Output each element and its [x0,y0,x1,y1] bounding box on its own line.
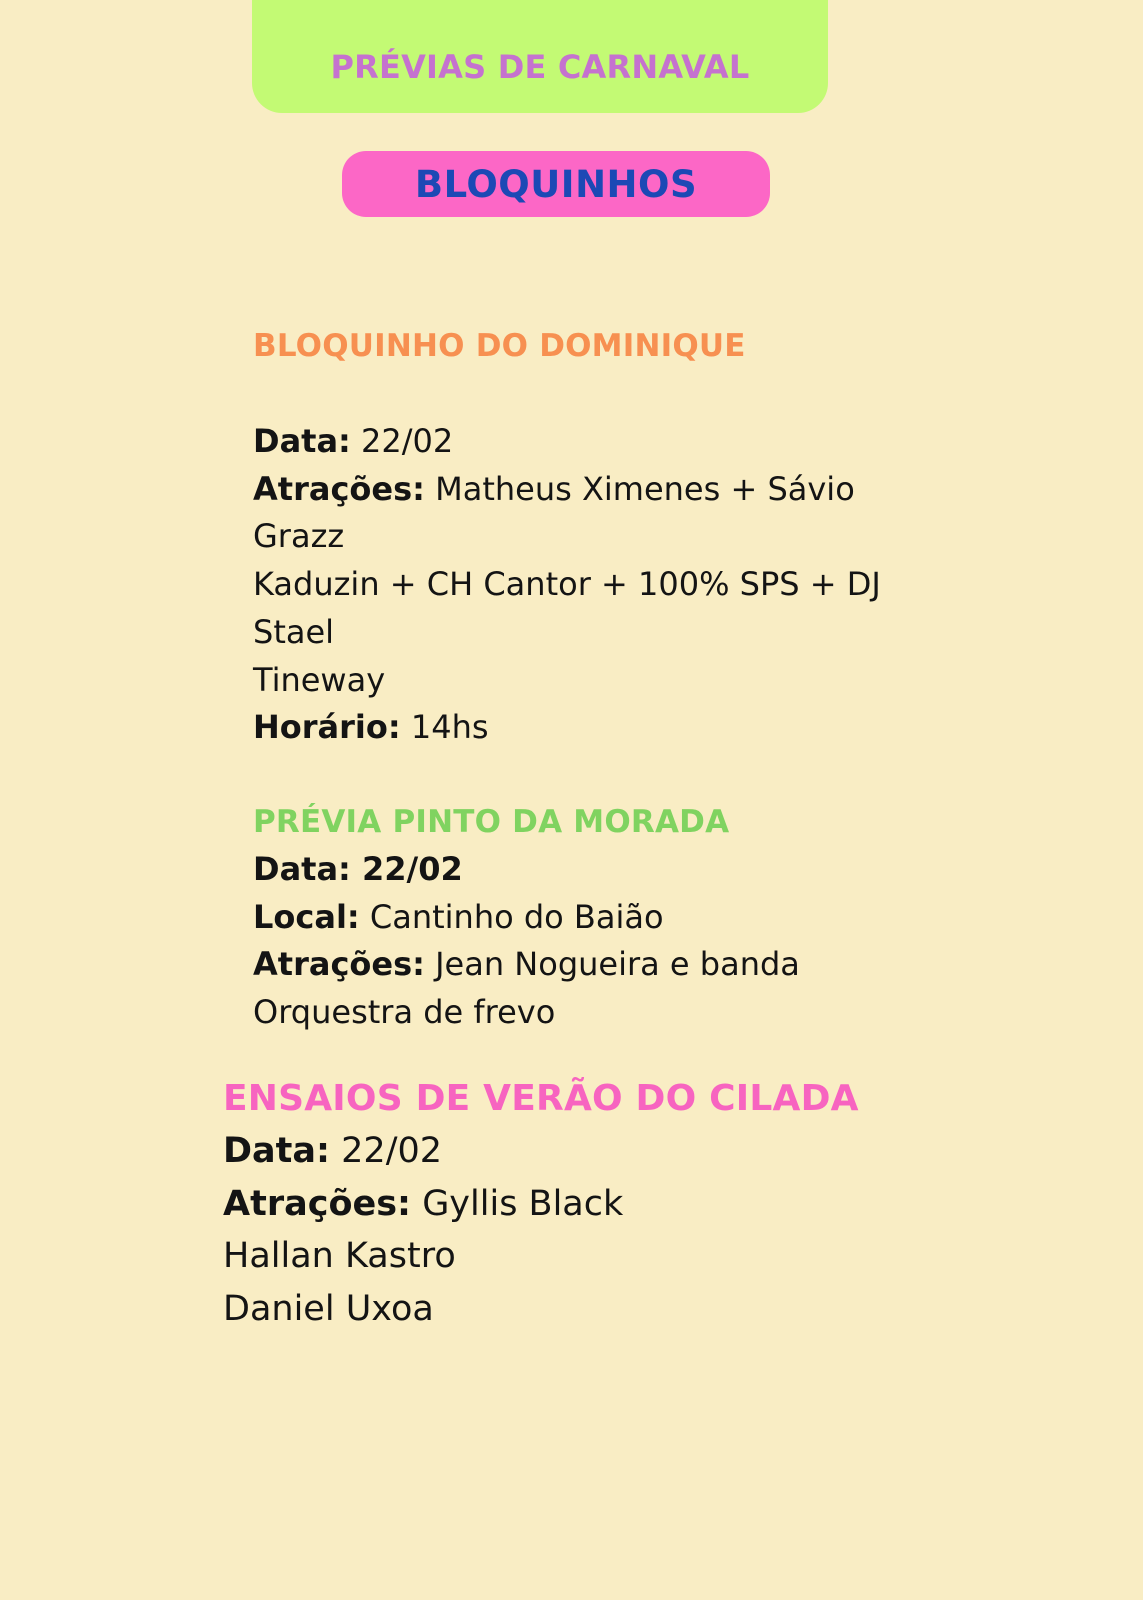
attraction-line: Kaduzin + CH Cantor + 100% SPS + DJ [253,565,881,604]
attraction-line: Grazz [253,517,345,556]
event-attractions [223,1178,859,1231]
attraction-line: Hallan Kastro [223,1236,456,1276]
time-label: Horário: [253,708,401,747]
event-bloquinho-dominique [253,322,881,752]
place-label: Local: [253,897,360,936]
event-previa-pinto-da-morada [253,798,800,1037]
attractions-value: Gyllis Black [411,1183,624,1224]
date-label: Data: [253,422,351,460]
page-title: PRÉVIAS DE CARNAVAL [330,47,750,86]
event-date [223,1125,859,1178]
event-attractions [253,941,800,989]
date-label: Data: 22/02 [253,850,463,888]
event-title: ENSAIOS DE VERÃO DO CILADA [223,1078,859,1119]
attractions-value: Jean Nogueira e banda [424,945,800,984]
event-place [253,894,800,942]
attractions-value: Matheus Ximenes + Sávio [424,469,855,508]
event-attractions [253,466,881,514]
attraction-line: Tineway [253,660,386,699]
event-date [253,418,881,466]
title-banner [252,0,828,113]
event-ensaios-cilada [223,1073,859,1335]
event-time [253,704,881,752]
event-title: BLOQUINHO DO DOMINIQUE [253,328,746,364]
date-value: 22/02 [330,1131,443,1171]
attractions-label: Atrações: [223,1183,412,1224]
attraction-line: Orquestra de frevo [253,993,556,1032]
category-label: BLOQUINHOS [414,162,698,206]
event-date [253,846,800,894]
event-title: PRÉVIA PINTO DA MORADA [253,804,730,840]
category-badge [342,151,770,217]
attraction-line: Daniel Uxoa [223,1288,434,1329]
time-value: 14hs [400,708,489,747]
attractions-label: Atrações: [253,945,425,984]
attraction-line: Stael [253,612,335,651]
date-value: 22/02 [350,422,454,460]
attractions-label: Atrações: [253,469,425,508]
place-value: Cantinho do Baião [359,897,664,936]
date-label: Data: [223,1131,331,1171]
